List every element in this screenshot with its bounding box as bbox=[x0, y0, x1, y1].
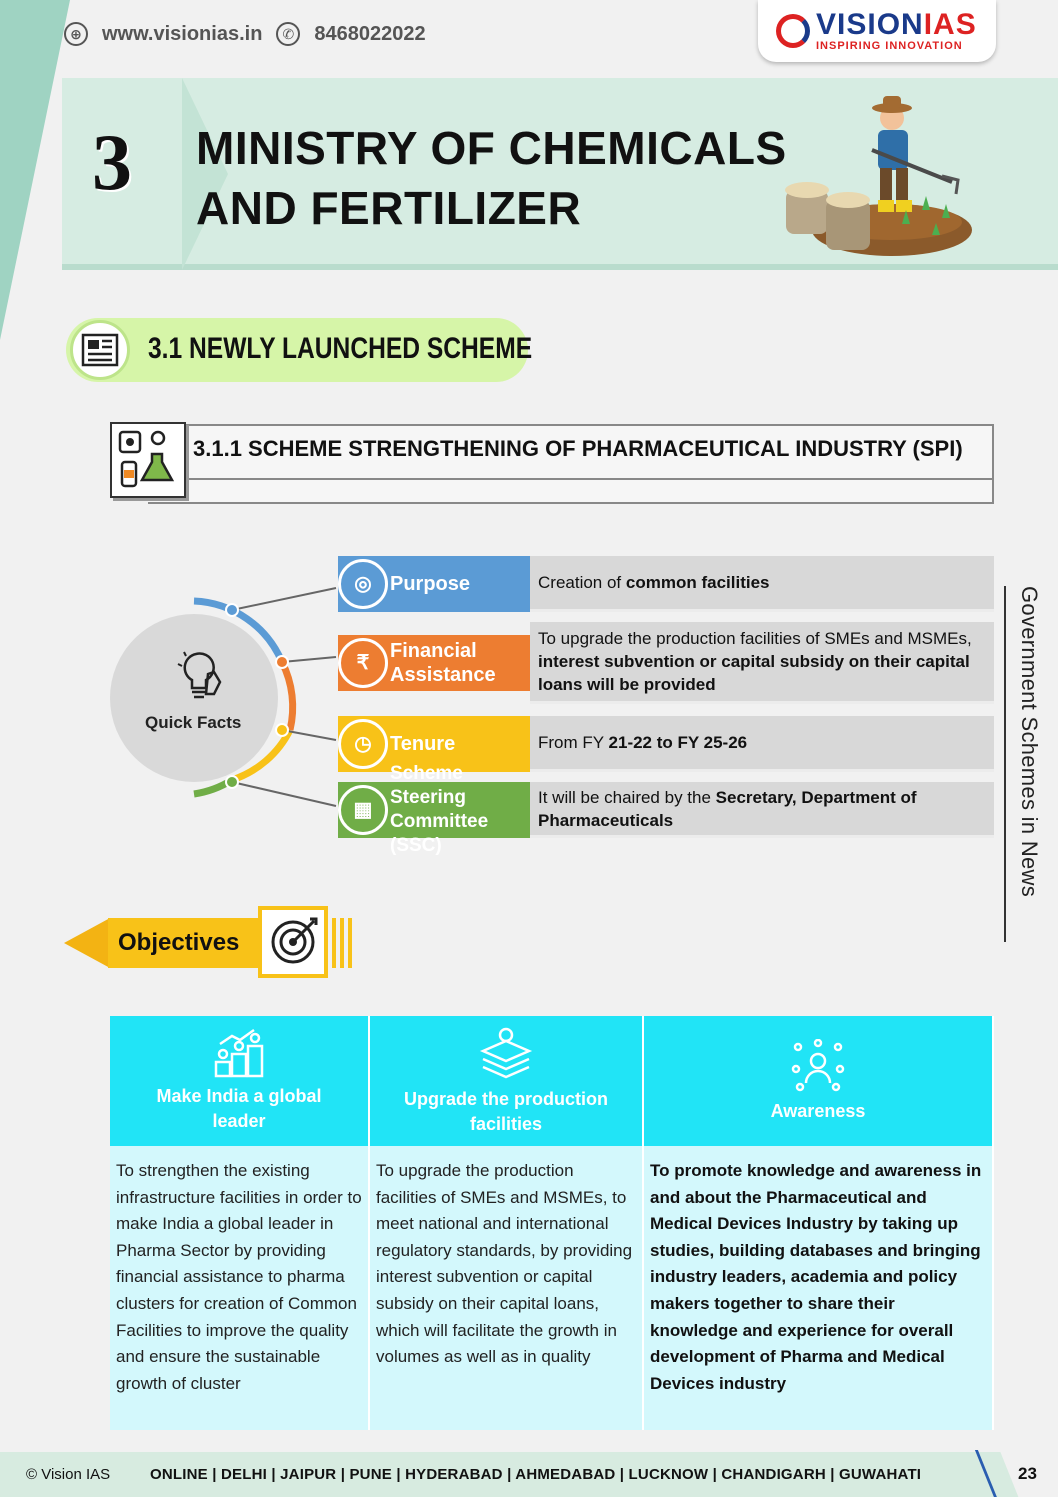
website-link[interactable]: www.visionias.in bbox=[102, 22, 263, 45]
logo-primary: VISION bbox=[816, 8, 924, 41]
chapter-number: 3 bbox=[92, 119, 132, 207]
objective-body-awareness: To promote knowledge and awareness in and about the Pharmaceutical and Medical Devices Industry by taking up studies, building databases and bringing industry leaders, academia and policy makers together to share their knowledge and experience for overall development of Pharma and Medical Devices industry bbox=[644, 1146, 994, 1430]
page-number: 23 bbox=[1018, 1464, 1037, 1483]
fact-key-purpose: ◎ Purpose bbox=[338, 556, 530, 612]
chapter-title-line2: AND FERTILIZER bbox=[196, 182, 582, 234]
lightbulb-icon bbox=[176, 650, 224, 707]
side-label: Government Schemes in News bbox=[1004, 586, 1044, 942]
fact-key-ssc: ▦ Scheme Steering Committee (SSC) bbox=[338, 782, 530, 838]
section-title: 3.1 NEWLY LAUNCHED SCHEME bbox=[148, 332, 533, 365]
committee-board-icon: ▦ bbox=[338, 785, 388, 835]
logo-tagline: INSPIRING INNOVATION bbox=[816, 40, 963, 52]
footer-copyright: © Vision IAS bbox=[26, 1466, 111, 1483]
objective-heading-upgrade: Upgrade the production facilities bbox=[370, 1016, 644, 1146]
chapter-title-line1: MINISTRY OF CHEMICALS bbox=[196, 122, 787, 174]
objective-heading-awareness: Awareness bbox=[644, 1016, 994, 1146]
finance-chart-icon: ₹ bbox=[338, 638, 388, 688]
target-icon: ◎ bbox=[338, 559, 388, 609]
quick-facts-label: Quick Facts bbox=[145, 713, 242, 732]
globe-icon: ⊕ bbox=[64, 22, 88, 46]
logo-secondary: IAS bbox=[923, 8, 977, 41]
fact-key-financial-assistance: ₹ Financial Assistance bbox=[338, 635, 530, 691]
fact-row-ssc bbox=[338, 763, 994, 856]
objectives-arrow bbox=[64, 918, 110, 968]
phone-number[interactable]: 8468022022 bbox=[314, 22, 426, 45]
footer-cities: ONLINE | DELHI | JAIPUR | PUNE | HYDERABAD | AHMEDABAD | LUCKNOW | CHANDIGARH | GUWAHATI bbox=[150, 1466, 922, 1483]
target-arrow-icon bbox=[258, 906, 328, 978]
fact-row-purpose bbox=[338, 556, 994, 612]
growth-podium-icon bbox=[212, 1028, 266, 1078]
clock-icon: ◷ bbox=[338, 719, 388, 769]
layers-gear-icon bbox=[479, 1025, 533, 1081]
objectives-stripes bbox=[332, 918, 356, 968]
objective-body-global-leader: To strengthen the existing infrastructure facilities in order to make India a global leader in Pharma Sector by providing financial assistance to pharma clusters for creation of Common Facilities to improve the quality and ensure the sustainable growth of cluster bbox=[110, 1146, 370, 1430]
objectives-label: Objectives bbox=[108, 918, 260, 968]
fact-value-tenure: From FY 21-22 to FY 25-26 bbox=[530, 716, 994, 772]
objectives-table bbox=[110, 1016, 994, 1430]
fact-value-ssc: It will be chaired by the Secretary, Department of Pharmaceuticals bbox=[530, 782, 994, 838]
phone-icon: ✆ bbox=[276, 22, 300, 46]
fact-key-tenure: ◷ Tenure bbox=[338, 716, 530, 772]
fact-row-financial-assistance bbox=[338, 622, 994, 704]
fact-value-purpose: Creation of common facilities bbox=[530, 556, 994, 612]
network-person-icon bbox=[790, 1039, 846, 1093]
objective-body-upgrade: To upgrade the production facilities of SMEs and MSMEs, to meet national and international regulatory standards, by providing interest subvention or capital subsidy on their capital loans, which will facilitate the growth in volumes as well as in quality bbox=[370, 1146, 644, 1430]
objective-heading-global-leader: Make India a global leader bbox=[110, 1016, 370, 1146]
subsection-title: 3.1.1 SCHEME STRENGTHENING OF PHARMACEUTICAL INDUSTRY (SPI) bbox=[193, 436, 963, 461]
fact-value-financial-assistance: To upgrade the production facilities of SMEs and MSMEs, interest subvention or capital subsidy on their capital loans will be provided bbox=[530, 622, 994, 704]
